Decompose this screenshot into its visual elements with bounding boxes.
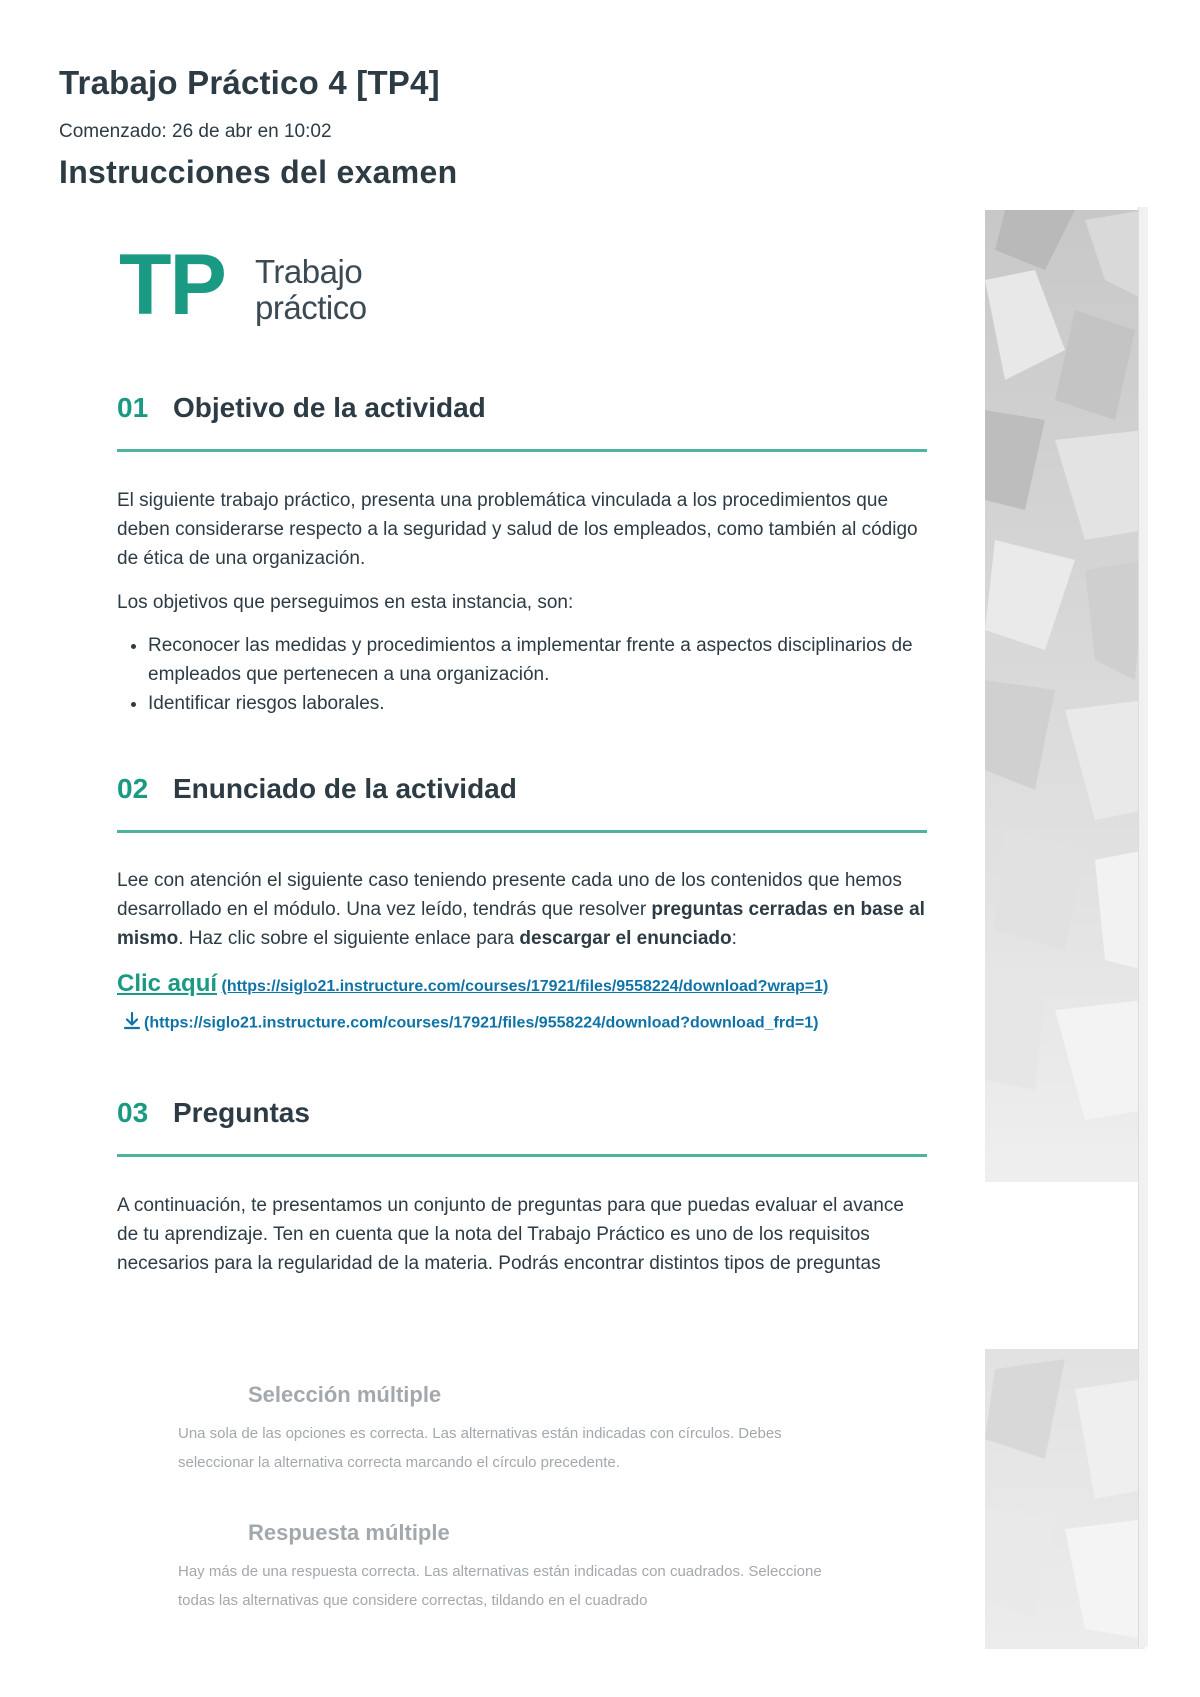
architecture-pattern-icon [985,1349,1145,1649]
direct-download-link[interactable] [122,1011,818,1036]
question-type-description: Hay más de una respuesta correcta. Las alternativas están indicadas con cuadrados. Seleccione todas las alternativas que considere correctas, tildando en el cuadrado [178,1563,822,1609]
statement-emphasis: descargar el enunciado [519,928,732,949]
download-url[interactable]: (https://siglo21.instructure.com/courses/17921/files/9558224/download?download_frd=1) [144,1014,819,1032]
objectives-intro: Los objetivos que perseguimos en esta instancia, son: [117,592,574,613]
section-divider [117,830,927,833]
list-item: • Reconocer las medidas y procedimientos a implementar frente a aspectos disciplinarios de empleados que pertenecen a una organización. [148,631,960,689]
statement-paragraph [117,866,929,953]
logo-text [255,254,415,326]
scrollbar[interactable] [1138,207,1148,1647]
decorative-side-image-lower [985,1349,1145,1649]
section-title: Preguntas [173,1097,310,1128]
question-type-title: Respuesta múltiple [248,1520,450,1545]
decorative-side-image [985,210,1145,1182]
statement-text: : [731,928,737,949]
section-divider [117,449,927,452]
logo-line-1: Trabajo [255,253,363,290]
list-item: • Identificar riesgos laborales. [148,689,960,718]
question-type-title: Selección múltiple [248,1382,442,1407]
section-title: Enunciado de la actividad [173,773,517,804]
objectives-list [117,631,960,718]
logo-line-2: práctico [255,289,367,326]
section-number: 01 [117,392,149,423]
download-link-row [117,970,828,998]
architecture-pattern-icon [985,210,1145,1182]
logo-mark: TP [119,237,225,333]
started-timestamp: Comenzado: 26 de abr en 10:02 [59,121,332,142]
section-objective-header [117,392,925,432]
click-here-url-link[interactable]: (https://siglo21.instructure.com/courses/17921/files/9558224/download?wrap=1) [221,978,829,995]
questions-paragraph: A continuación, te presentamos un conjunto de preguntas para que puedas evaluar el avance de tu aprendizaje. Ten en cuenta que la nota del Trabajo Práctico es uno de los requisitos necesarios para la regularidad de la materia. Podrás encontrar distintos tipos de preguntas [117,1195,904,1274]
question-type-description: Una sola de las opciones es correcta. Las alternativas están indicadas con círculos. Debes seleccionar la alternativa correcta marcando el círculo precedente. [178,1425,782,1471]
section-questions-header [117,1097,925,1137]
statement-text: Lee con atención el siguiente caso teniendo presente cada uno de los contenidos que hemos desarrollado en el módulo. Una vez leído, tendrás que resolver [117,870,902,920]
statement-emphasis: preguntas cerradas en base al mismo [117,899,925,949]
section-number: 03 [117,1097,149,1128]
click-here-link[interactable]: Clic aquí [117,970,218,997]
section-title: Objetivo de la actividad [173,392,486,423]
instructions-heading: Instrucciones del examen [59,154,458,190]
section-divider [117,1154,927,1157]
section-statement-header [117,773,925,813]
statement-text: . Haz clic sobre el siguiente enlace para [178,928,520,949]
page-title: Trabajo Práctico 4 [TP4] [59,64,440,101]
objective-paragraph: El siguiente trabajo práctico, presenta una problemática vinculada a los procedimientos que deben considerarse respecto a la seguridad y salud de los empleados, como también al código de ética de una organización. [117,490,918,569]
section-number: 02 [117,773,149,804]
download-icon[interactable] [122,1011,142,1036]
